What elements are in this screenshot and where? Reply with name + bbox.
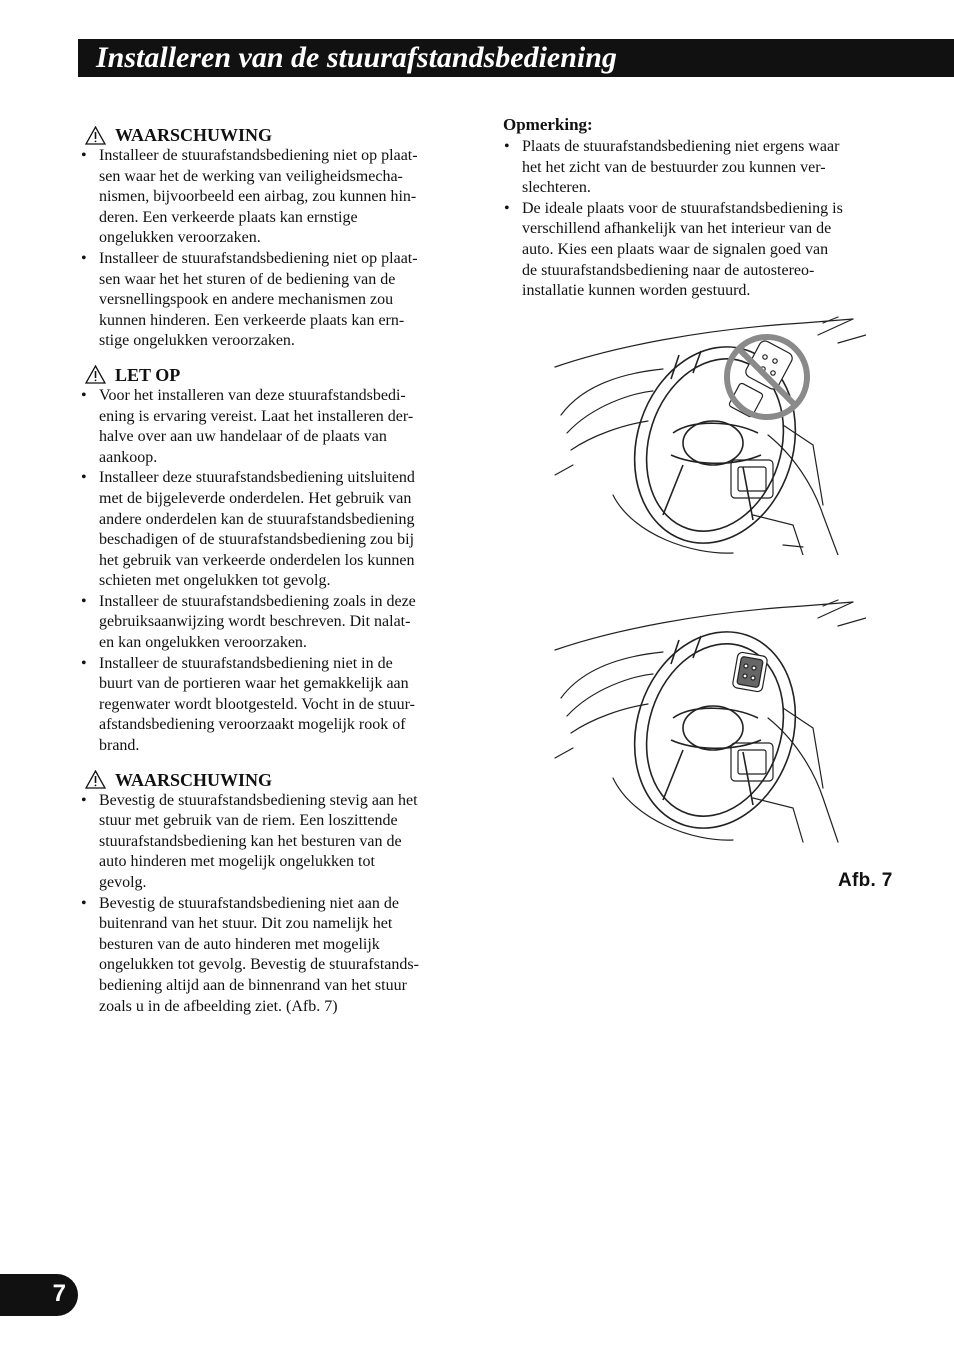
list-item — [80, 894, 468, 1018]
warning-triangle-icon — [85, 770, 106, 789]
list-item — [80, 654, 468, 757]
page-number-tab — [0, 1274, 78, 1316]
text-line: Installeer de stuurafstandsbediening zoals in deze — [99, 592, 416, 610]
page-number: 7 — [52, 1280, 66, 1307]
text-line: installatie kunnen worden gestuurd. — [522, 282, 751, 300]
text-line: Installeer de stuurafstandsbediening niet op plaat- — [99, 249, 418, 267]
text-line: ongelukken tot gevolg. Bevestig de stuurafstands- — [99, 956, 419, 974]
text-line: ening is ervaring vereist. Laat het installeren der- — [99, 407, 414, 425]
list-item — [80, 592, 468, 654]
text-line: auto. Kies een plaats waar de signalen goed van — [522, 240, 829, 258]
list-item — [80, 791, 468, 894]
warning-list-2 — [80, 791, 468, 1018]
figure-label: Afb. 7 — [838, 870, 893, 891]
text-line: Installeer de stuurafstandsbediening niet in de — [99, 654, 393, 672]
warning-list-1 — [80, 146, 468, 352]
text-line: buitenrand van het stuur. Dit zou namelijk het — [99, 915, 393, 933]
list-item — [503, 199, 895, 302]
text-line: Installeer de stuurafstandsbediening niet op plaat- — [99, 147, 418, 164]
warning-heading-1: WAARSCHUWING — [85, 124, 468, 146]
text-line: het het zicht van de bestuurder zou kunnen ver- — [522, 158, 826, 176]
text-line: brand. — [99, 737, 140, 755]
text-line: slechteren. — [522, 179, 591, 197]
text-line: de stuurafstandsbediening naar de autostereo- — [522, 261, 815, 279]
text-line: ongelukken veroorzaken. — [99, 229, 261, 247]
text-line: Bevestig de stuurafstandsbediening stevig aan het — [99, 791, 418, 809]
text-line: schieten met ongelukken tot gevolg. — [99, 572, 331, 590]
text-line: bediening altijd aan de binnenrand van het stuur — [99, 976, 407, 994]
text-line: halve over aan uw handelaar of de plaats van — [99, 428, 387, 446]
list-item — [503, 137, 895, 199]
list-item — [80, 468, 468, 592]
note-heading: Opmerking: — [503, 115, 593, 134]
text-line: kunnen hinderen. Een verkeerde plaats kan ern- — [99, 311, 405, 329]
text-line: sen waar het de werking van veiligheidsmecha- — [99, 167, 403, 185]
note-list — [503, 137, 895, 302]
text-line: regenwater wordt blootgesteld. Vocht in de stuur- — [99, 695, 415, 713]
text-line: buurt van de portieren waar het gemakkelijk aan — [99, 675, 409, 693]
caution-heading: LET OP — [85, 364, 468, 386]
list-item — [80, 146, 468, 249]
text-line: nismen, bijvoorbeeld een airbag, zou kunnen hin- — [99, 188, 417, 206]
list-item — [80, 386, 468, 468]
title-bar — [78, 39, 954, 77]
text-line: stuurafstandsbediening kan het besturen van de — [99, 832, 402, 850]
caution-list — [80, 386, 468, 757]
text-line: het gebruik van verkeerde onderdelen los kunnen — [99, 551, 415, 569]
text-line: Installeer deze stuurafstandsbediening uitsluitend — [99, 469, 415, 487]
text-line: deren. Een verkeerde plaats kan ernstige — [99, 208, 358, 226]
left-column — [80, 124, 468, 1017]
page-title: Installeren van de stuurafstandsbediening — [96, 41, 617, 74]
text-line: auto hinderen met mogelijk ongelukken tot — [99, 853, 375, 871]
text-line: besturen van de auto hinderen met mogelijk — [99, 935, 380, 953]
text-line: versnellingspook en andere mechanismen zou — [99, 291, 394, 309]
text-line: zoals u in de afbeelding ziet. (Afb. 7) — [99, 997, 338, 1015]
text-line: stige ongelukken veroorzaken. — [99, 332, 295, 350]
text-line: aankoop. — [99, 448, 158, 466]
text-line: gebruiksaanwijzing wordt beschreven. Dit nalat- — [99, 613, 411, 631]
warning-triangle-icon — [85, 126, 106, 145]
text-line: Bevestig de stuurafstandsbediening niet aan de — [99, 894, 399, 912]
text-line: De ideale plaats voor de stuurafstandsbediening is — [522, 199, 843, 217]
list-item — [80, 249, 468, 352]
right-column — [503, 114, 895, 302]
text-line: met de bijgeleverde onderdelen. Het gebruik van — [99, 489, 412, 507]
text-line: stuur met gebruik van de riem. Een loszittende — [99, 812, 398, 830]
text-line: gevolg. — [99, 874, 147, 891]
text-line: beschadigen of de stuurafstandsbediening zou bij — [99, 531, 415, 549]
text-line: Voor het installeren van deze stuurafstandsbedi- — [99, 386, 406, 404]
steering-wheel-incorrect-illustration — [553, 315, 866, 555]
text-line: verschillend afhankelijk van het interieur van de — [522, 220, 832, 238]
text-line: sen waar het het sturen of de bediening van de — [99, 270, 396, 288]
text-line: en kan ongelukken veroorzaken. — [99, 634, 307, 652]
text-line: Plaats de stuurafstandsbediening niet ergens waar — [522, 138, 840, 155]
warning-triangle-icon — [85, 365, 106, 384]
steering-wheel-correct-illustration — [553, 598, 866, 843]
text-line: andere onderdelen kan de stuurafstandsbediening — [99, 510, 415, 528]
text-line: afstandsbediening veroorzaakt mogelijk rook of — [99, 716, 406, 734]
warning-heading-2: WAARSCHUWING — [85, 769, 468, 791]
